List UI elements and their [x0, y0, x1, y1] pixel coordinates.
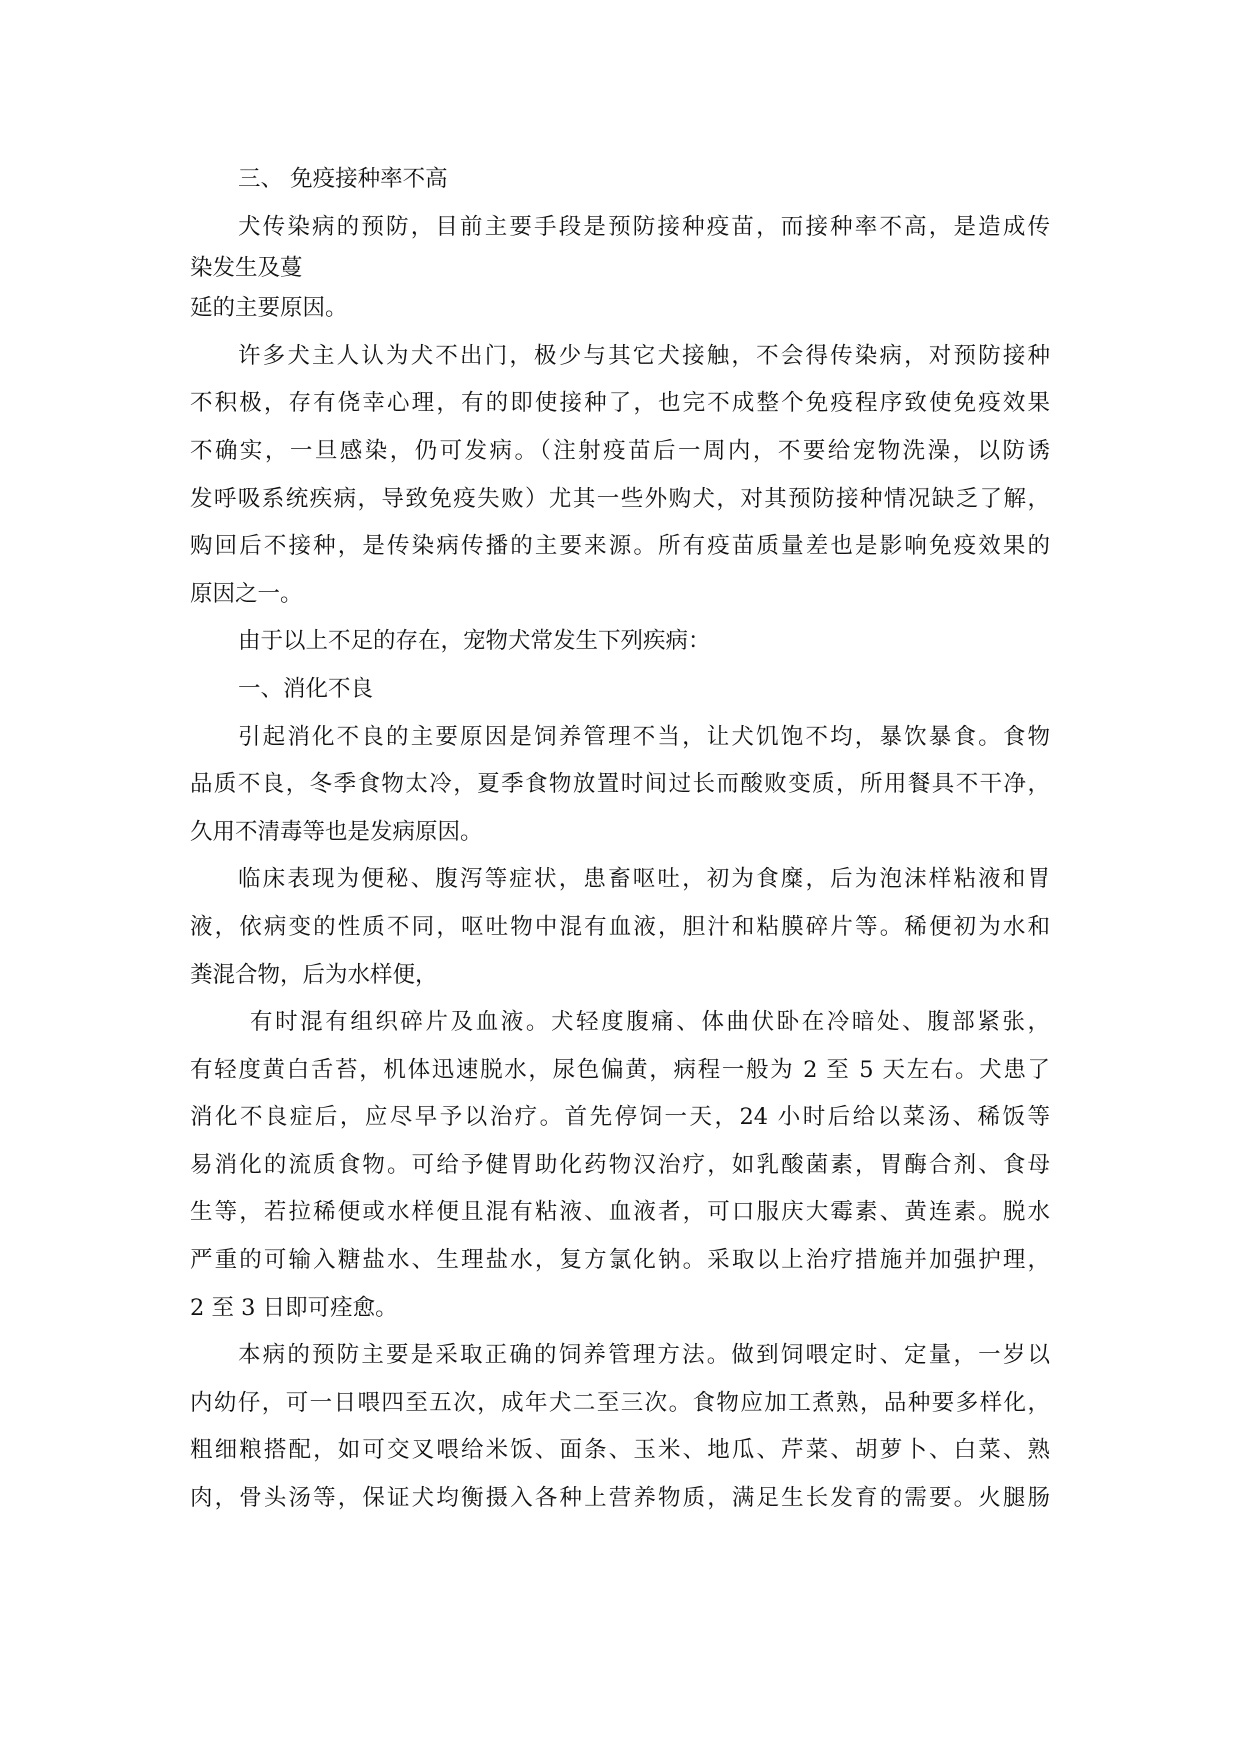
paragraph-line: 延的主要原因。: [190, 295, 348, 322]
paragraph-line: 严重的可输入糖盐水、生理盐水，复方氯化钠。采取以上治疗措施并加强护理，: [190, 1247, 1050, 1274]
paragraph-line: 购回后不接种，是传染病传播的主要来源。所有疫苗质量差也是影响免疫效果的: [190, 533, 1050, 560]
paragraph-line: 由于以上不足的存在，宠物犬常发生下列疾病：: [238, 628, 711, 655]
paragraph-line: 不确实，一旦感染，仍可发病。（注射疫苗后一周内，不要给宠物洗澡，以防诱: [190, 437, 1050, 464]
paragraph-line: 发呼吸系统疾病，导致免疫失败）尤其一些外购犬，对其预防接种情况缺乏了解，: [190, 485, 1050, 512]
paragraph-line: 引起消化不良的主要原因是饲养管理不当，让犬饥饱不均，暴饮暴食。食物: [238, 723, 1050, 750]
section-heading-immunization: 三、 免疫接种率不高: [238, 166, 448, 192]
paragraph-line: 肉，骨头汤等，保证犬均衡摄入各种上营养物质，满足生长发育的需要。火腿肠: [190, 1485, 1050, 1512]
paragraph-line: 粗细粮搭配，如可交叉喂给米饭、面条、玉米、地瓜、芹菜、胡萝卜、白菜、熟: [190, 1437, 1050, 1464]
paragraph-line: 有时混有组织碎片及血液。犬轻度腹痛、体曲伏卧在冷暗处、腹部紧张，: [250, 1009, 1050, 1036]
section-heading-indigestion: 一、消化不良: [238, 675, 374, 702]
paragraph-line: 品质不良，冬季食物太冷，夏季食物放置时间过长而酸败变质，所用餐具不干净，: [190, 771, 1050, 798]
paragraph-line: 临床表现为便秘、腹泻等症状，患畜呕吐，初为食糜，后为泡沫样粘液和胃: [238, 866, 1050, 893]
paragraph-line: 本病的预防主要是采取正确的饲养管理方法。做到饲喂定时、定量，一岁以: [238, 1342, 1050, 1369]
paragraph-line: 久用不清毒等也是发病原因。: [190, 818, 483, 845]
paragraph-line: 犬传染病的预防，目前主要手段是预防接种疫苗，而接种率不高，是造成传: [238, 213, 1050, 240]
paragraph-line: 生等，若拉稀便或水样便且混有粘液、血液者，可口服庆大霉素、黄连素。脱水: [190, 1199, 1050, 1226]
paragraph-line: 粪混合物，后为水样便，: [190, 961, 438, 988]
paragraph-line: 有轻度黄白舌苔，机体迅速脱水，尿色偏黄，病程一般为 2 至 5 天左右。犬患了: [190, 1056, 1050, 1083]
paragraph-line: 许多犬主人认为犬不出门，极少与其它犬接触，不会得传染病，对预防接种: [238, 342, 1050, 369]
paragraph-line: 2 至 3 日即可痊愈。: [190, 1294, 398, 1321]
paragraph-line: 原因之一。: [190, 580, 303, 607]
paragraph-line: 易消化的流质食物。可给予健胃助化药物汉治疗，如乳酸菌素，胃酶合剂、食母: [190, 1151, 1050, 1178]
paragraph-line: 液，依病变的性质不同，呕吐物中混有血液，胆汁和粘膜碎片等。稀便初为水和: [190, 913, 1050, 940]
paragraph-line: 染发生及蔓: [190, 255, 303, 282]
document-body: [190, 156, 1050, 1523]
paragraph-line: 消化不良症后，应尽早予以治疗。首先停饲一天，24 小时后给以菜汤、稀饭等: [190, 1104, 1050, 1131]
paragraph-line: 不积极，存有侥幸心理，有的即使接种了，也完不成整个免疫程序致使免疫效果: [190, 390, 1050, 417]
paragraph-line: 内幼仔，可一日喂四至五次，成年犬二至三次。食物应加工煮熟，品种要多样化，: [190, 1389, 1050, 1416]
